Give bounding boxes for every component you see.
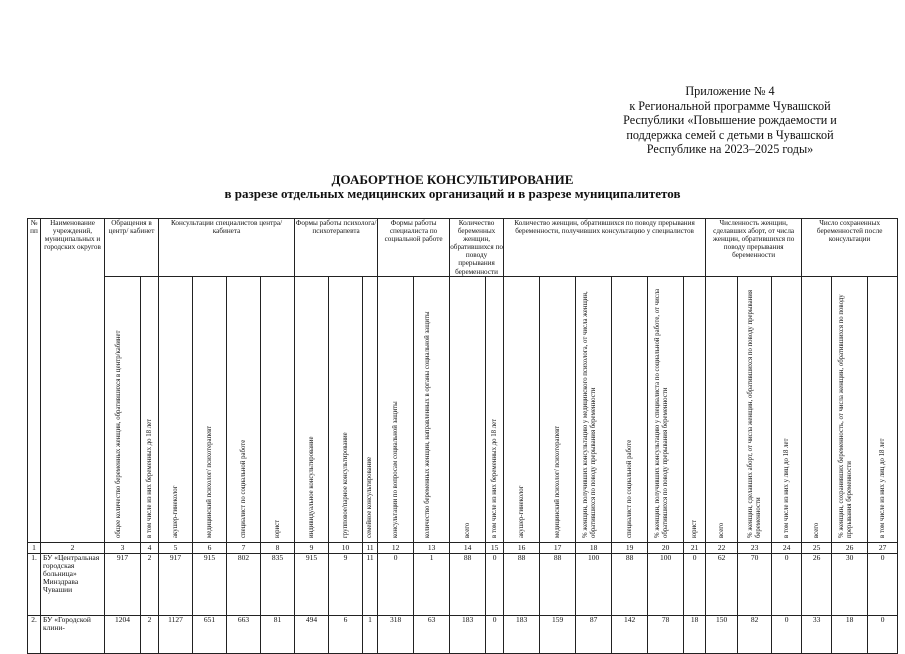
header-sub-row	[28, 276, 898, 542]
header-group: Количество женщин, обратившихся по поводу прерывания беременности, получивших консультацию у специалистов	[504, 219, 706, 277]
table-cell: 9	[329, 553, 363, 615]
header-group: Численность женщин, сделавших аборт, от числа женщин, обратившихся по поводу прерывания беременности	[706, 219, 802, 277]
table-row	[28, 615, 898, 653]
subheader-label: в том числе из них беременных до 18 лет	[490, 418, 498, 538]
table-cell: 100	[576, 553, 612, 615]
column-subheader	[227, 276, 261, 542]
column-number: 23	[738, 542, 772, 553]
header-institution: Наименование учреждений, муниципальных и городских округов	[41, 219, 105, 543]
table-cell: 835	[261, 553, 295, 615]
table-cell: 159	[540, 615, 576, 653]
institution-name: БУ «Городской клини-	[41, 615, 105, 653]
row-number: 2.	[28, 615, 41, 653]
title-sub: в разрезе отдельных медицинских организаций и в разрезе муниципалитетов	[224, 186, 681, 201]
column-subheader	[261, 276, 295, 542]
table-cell: 88	[540, 553, 576, 615]
table-cell: 0	[868, 615, 898, 653]
column-subheader	[414, 276, 450, 542]
table-cell: 1204	[105, 615, 141, 653]
table-cell: 1	[414, 553, 450, 615]
table-cell: 88	[450, 553, 486, 615]
column-number: 3	[105, 542, 141, 553]
consultation-table	[27, 218, 898, 654]
column-subheader	[450, 276, 486, 542]
table-cell: 26	[802, 553, 832, 615]
table-row	[28, 553, 898, 615]
subheader-label: акушер-гинеколог	[171, 485, 179, 538]
column-number: 13	[414, 542, 450, 553]
column-number: 22	[706, 542, 738, 553]
subheader-label: в том числе из них у лиц до 18 лет	[782, 438, 790, 538]
column-number: 4	[141, 542, 159, 553]
header-group: Консультации специалистов центра/кабинета	[159, 219, 295, 277]
table-cell: 0	[772, 553, 802, 615]
subheader-label: медицинский психолог/ психотерапевт	[553, 425, 561, 538]
table-cell: 915	[193, 553, 227, 615]
column-subheader	[159, 276, 193, 542]
table-cell: 33	[802, 615, 832, 653]
subheader-label: всего	[812, 522, 820, 538]
table-cell: 0	[684, 553, 706, 615]
table-cell: 651	[193, 615, 227, 653]
column-subheader	[868, 276, 898, 542]
header-group: Число сохраненных беременностей после консультации	[802, 219, 898, 277]
column-number: 21	[684, 542, 706, 553]
column-number: 7	[227, 542, 261, 553]
table-cell: 1127	[159, 615, 193, 653]
subheader-label: юрист	[690, 519, 698, 538]
table-cell: 150	[706, 615, 738, 653]
column-number: 10	[329, 542, 363, 553]
subheader-label: количество беременных женщин, направленных в органы социальной защиты	[423, 311, 431, 538]
column-number: 9	[295, 542, 329, 553]
table-cell: 78	[648, 615, 684, 653]
subheader-label: всего	[463, 522, 471, 538]
subheader-label: % женщин, получивших консультацию у специалиста по социальной работе, от числа обратившихся по поводу прерывания беременности	[654, 288, 669, 538]
column-number: 8	[261, 542, 295, 553]
appendix-caption	[560, 84, 900, 157]
table-cell: 494	[295, 615, 329, 653]
column-subheader	[295, 276, 329, 542]
subheader-label: групповое/парное консультирование	[341, 431, 349, 538]
subheader-label: акушер-гинеколог	[517, 485, 525, 538]
column-number: 16	[504, 542, 540, 553]
column-number: 5	[159, 542, 193, 553]
subheader-label: в том числе из них беременных до 18 лет	[145, 418, 153, 538]
table-cell: 63	[414, 615, 450, 653]
institution-name: БУ «Центральная городская больница» Минздрава Чувашии	[41, 553, 105, 615]
header-group: Формы работы специалиста по социальной работе	[378, 219, 450, 277]
table-cell: 100	[648, 553, 684, 615]
column-subheader	[706, 276, 738, 542]
column-number: 11	[363, 542, 378, 553]
table-cell: 30	[832, 553, 868, 615]
table-cell: 0	[378, 553, 414, 615]
table-cell: 18	[684, 615, 706, 653]
column-number: 6	[193, 542, 227, 553]
table-cell: 915	[295, 553, 329, 615]
header-group: Формы работы психолога/ психотерапевта	[295, 219, 378, 277]
column-number: 17	[540, 542, 576, 553]
table-cell: 663	[227, 615, 261, 653]
subheader-label: % женщин, получивших консультацию у медицинского психолога, от числа женщин, обратившихся по поводу прерывания беременности	[582, 291, 597, 538]
subheader-label: семейное консультирование	[366, 456, 374, 538]
appendix-line: Республики «Повышение рождаемости и	[623, 113, 837, 128]
column-subheader	[576, 276, 612, 542]
column-subheader	[772, 276, 802, 542]
column-subheader	[141, 276, 159, 542]
header-number: № пп	[28, 219, 41, 543]
table-cell: 0	[772, 615, 802, 653]
subheader-label: специалист по социальной работе	[625, 439, 633, 538]
column-number: 12	[378, 542, 414, 553]
table-cell: 183	[504, 615, 540, 653]
column-subheader	[378, 276, 414, 542]
header-group: Обращения в центр/ кабинет	[105, 219, 159, 277]
appendix-line: Республике на 2023–2025 годы»	[646, 142, 814, 157]
subheader-label: медицинский психолог/ психотерапевт	[205, 425, 213, 538]
column-subheader	[486, 276, 504, 542]
table-cell: 88	[612, 553, 648, 615]
table-cell: 82	[738, 615, 772, 653]
column-subheader	[648, 276, 684, 542]
table-cell: 318	[378, 615, 414, 653]
column-subheader	[802, 276, 832, 542]
table-cell: 1	[363, 615, 378, 653]
column-subheader	[540, 276, 576, 542]
table-cell: 2	[141, 553, 159, 615]
subheader-label: % женщин, сохранивших беременность, от числа женщин, обратившихся по поводу прерывания беременности	[838, 294, 853, 538]
appendix-line: поддержка семей с детьми в Чувашской	[626, 127, 834, 142]
table-cell: 917	[159, 553, 193, 615]
column-number: 14	[450, 542, 486, 553]
column-number: 18	[576, 542, 612, 553]
column-subheader	[612, 276, 648, 542]
table-cell: 70	[738, 553, 772, 615]
table-cell: 11	[363, 553, 378, 615]
column-subheader	[738, 276, 772, 542]
column-number: 15	[486, 542, 504, 553]
subheader-label: юрист	[273, 519, 281, 538]
column-number: 1	[28, 542, 41, 553]
column-number-row	[28, 542, 898, 553]
column-number: 2	[41, 542, 105, 553]
column-number: 20	[648, 542, 684, 553]
table-cell: 2	[141, 615, 159, 653]
table-cell: 142	[612, 615, 648, 653]
subheader-label: специалист по социальной работе	[239, 439, 247, 538]
title-main: ДОАБОРТНОЕ КОНСУЛЬТИРОВАНИЕ	[331, 172, 574, 187]
table-cell: 87	[576, 615, 612, 653]
table-cell: 0	[486, 553, 504, 615]
table-cell: 917	[105, 553, 141, 615]
header-group: Количество беременных женщин, обратившихся по поводу прерывания беременности	[450, 219, 503, 276]
column-subheader	[193, 276, 227, 542]
appendix-line: Приложение № 4	[685, 84, 775, 98]
column-subheader	[504, 276, 540, 542]
table-cell: 62	[706, 553, 738, 615]
table-cell: 0	[868, 553, 898, 615]
subheader-label: консультации по вопросам социальной защиты	[391, 400, 399, 538]
column-subheader	[832, 276, 868, 542]
column-subheader	[329, 276, 363, 542]
table-cell: 6	[329, 615, 363, 653]
header-group-row	[28, 219, 898, 277]
column-number: 27	[868, 542, 898, 553]
column-subheader	[105, 276, 141, 542]
table-cell: 88	[504, 553, 540, 615]
subheader-label: общее количество беременных женщин, обратившихся в центр/кабинет	[114, 330, 122, 538]
column-number: 25	[802, 542, 832, 553]
table-cell: 0	[486, 615, 504, 653]
table-cell: 18	[832, 615, 868, 653]
document-title	[0, 173, 905, 201]
table-cell: 81	[261, 615, 295, 653]
table-cell: 802	[227, 553, 261, 615]
subheader-label: % женщин, сделавших аборт, от числа женщин, обратившихся по поводу прерывания беременности	[747, 289, 762, 538]
column-number: 19	[612, 542, 648, 553]
subheader-label: индивидуальное консультирование	[307, 436, 315, 538]
appendix-line: к Региональной программе Чувашской	[629, 98, 831, 113]
table-cell: 183	[450, 615, 486, 653]
column-subheader	[684, 276, 706, 542]
column-subheader	[363, 276, 378, 542]
column-number: 24	[772, 542, 802, 553]
subheader-label: в том числе из них у лиц до 18 лет	[878, 438, 886, 538]
subheader-label: всего	[717, 522, 725, 538]
column-number: 26	[832, 542, 868, 553]
row-number: 1.	[28, 553, 41, 615]
